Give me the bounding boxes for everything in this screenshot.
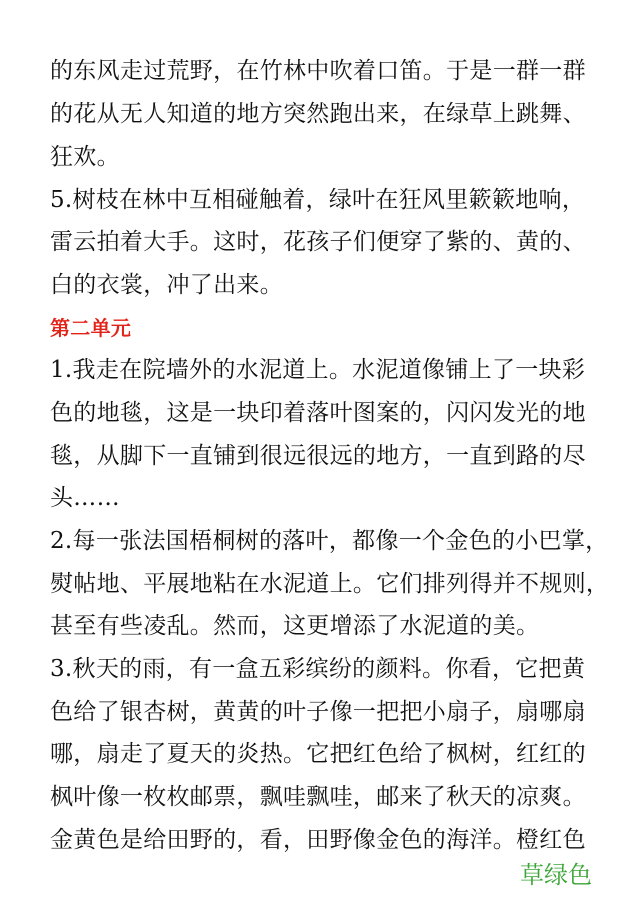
text-line: 甚至有些凌乱。然而，这更增添了水泥道的美。 — [50, 613, 540, 639]
text-line: 雷云拍着大手。这时，花孩子们便穿了紫的、黄的、 — [50, 229, 586, 255]
text-line: 哪，扇走了夏天的炎热。它把红色给了枫树，红红的 — [50, 741, 586, 767]
text-line: 的花从无人知道的地方突然跑出来，在绿草上跳舞、 — [50, 101, 586, 127]
text-line: 头…… — [50, 485, 120, 511]
text-line: 色的地毯，这是一块印着落叶图案的，闪闪发光的地 — [50, 400, 586, 426]
text-line: 白的衣裳，冲了出来。 — [50, 272, 283, 298]
text-line: 1.我走在院墙外的水泥道上。水泥道像铺上了一块彩 — [50, 357, 586, 383]
text-line: 5.树枝在林中互相碰触着，绿叶在狂风里簌簌地响， — [50, 187, 586, 213]
text-line: 色给了银杏树，黄黄的叶子像一把把小扇子，扇哪扇 — [50, 699, 586, 725]
text-line: 毯，从脚下一直铺到很远很远的地方，一直到路的尽 — [50, 443, 586, 469]
text-line: 的东风走过荒野，在竹林中吹着口笛。于是一群一群 — [50, 58, 586, 84]
text-line: 3.秋天的雨，有一盒五彩缤纷的颜料。你看，它把黄 — [50, 656, 586, 682]
watermark-label: 草绿色 — [520, 861, 592, 889]
section-heading: 第二单元 — [50, 316, 132, 340]
text-line: 金黄色是给田野的，看，田野像金色的海洋。橙红色 — [50, 827, 586, 853]
text-line: 2.每一张法国梧桐树的落叶，都像一个金色的小巴掌， — [50, 528, 609, 554]
text-line: 枫叶像一枚枚邮票，飘哇飘哇，邮来了秋天的凉爽。 — [50, 784, 586, 810]
text-line: 狂欢。 — [50, 144, 120, 170]
text-line: 熨帖地、平展地粘在水泥道上。它们排列得并不规则， — [50, 571, 610, 597]
